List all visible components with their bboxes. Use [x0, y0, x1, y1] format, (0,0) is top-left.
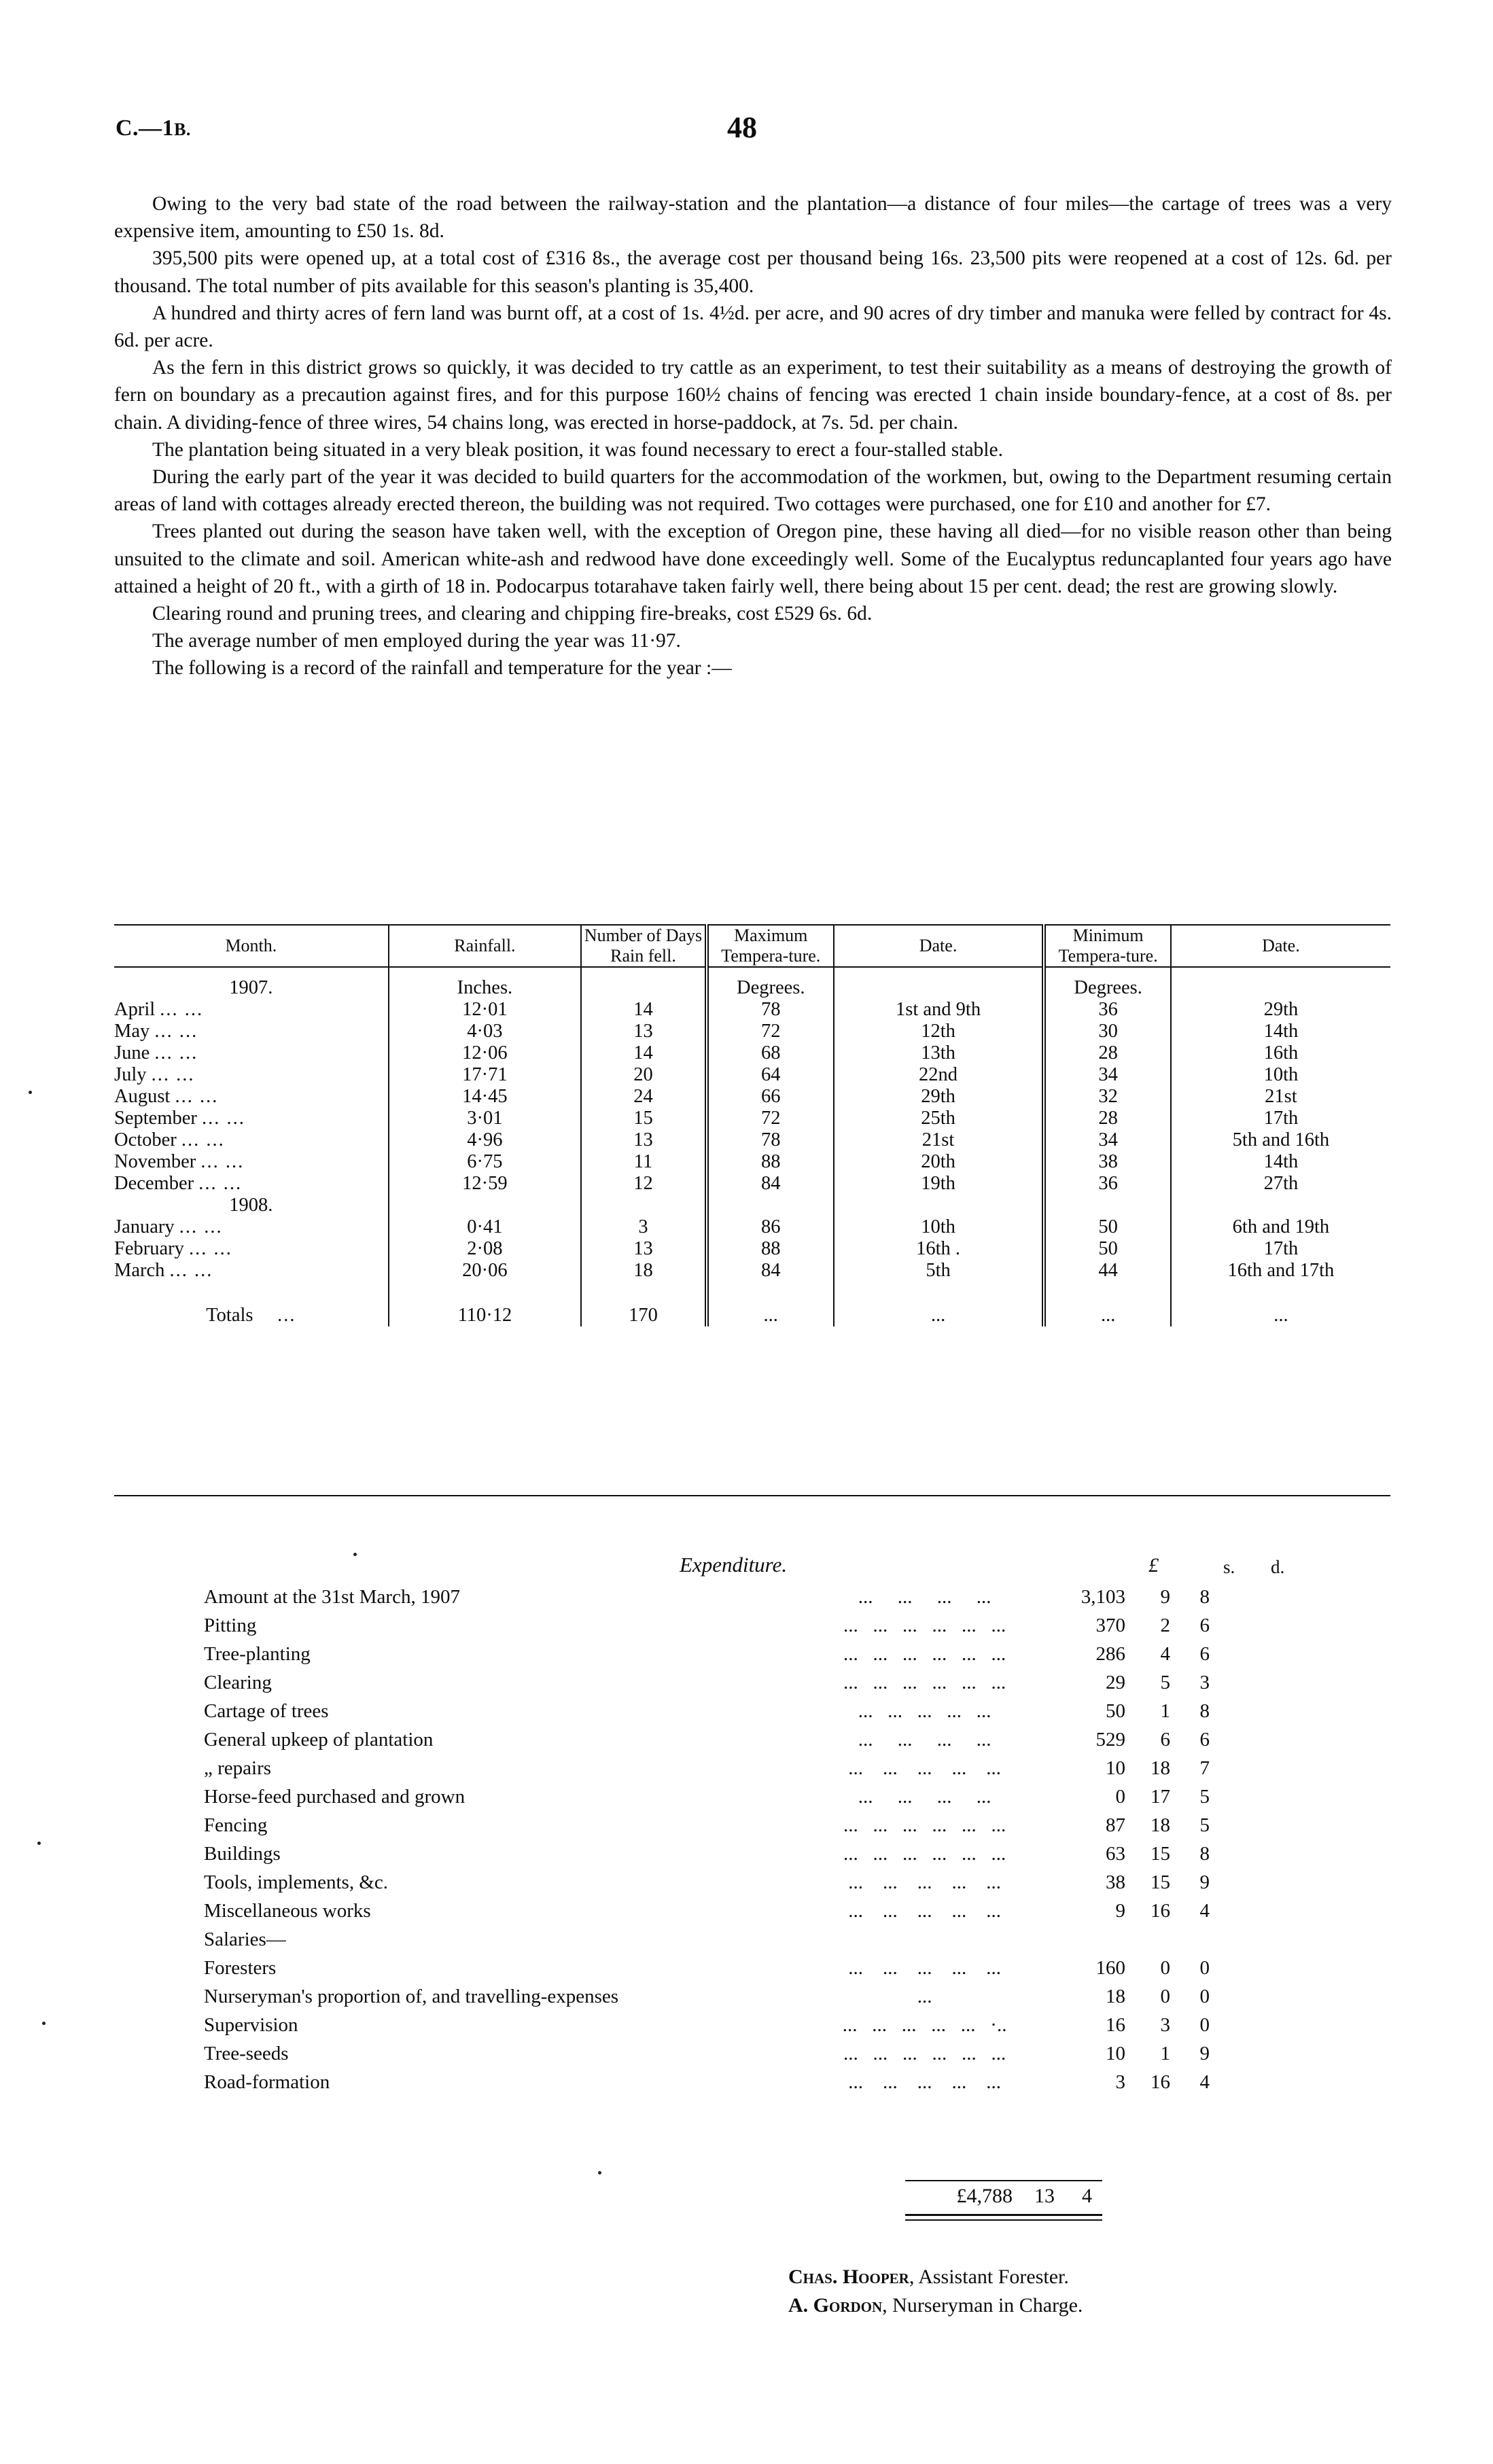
expenditure-label: Salaries— [204, 1929, 286, 1950]
leader-dots: ... ... ... ... ... ... [843, 1843, 1006, 1865]
col-header-rainfall: Rainfall. [389, 925, 581, 967]
amount-pence: 5 [1199, 1786, 1210, 1808]
min-date-value: 6th and 19th [1171, 1216, 1390, 1238]
expenditure-row [204, 1840, 1210, 1868]
paragraph: 395,500 pits were opened up, at a total cost of £316 8s., the average cost per thousand being 16s. 23,500 pits were reopened at a cost of 12s. 6d. per thousand. The total number of pits available for this season's planting is 35,400. [114, 247, 1392, 297]
amount-shillings: 18 [1151, 1814, 1170, 1836]
month-label: July [114, 1064, 147, 1085]
amount-shillings: 1 [1160, 1700, 1170, 1722]
max-date-value: 12th [834, 1021, 1044, 1042]
paragraph: A hundred and thirty acres of fern land was burnt off, at a cost of 1s. 4½d. per acre, and 90 acres of dry timber and manuka were felled by contract for 4s. 6d. per acre. [114, 302, 1392, 352]
spacer-cell [1171, 1195, 1390, 1216]
table-row [114, 1021, 1390, 1042]
amount-shillings: 0 [1160, 1986, 1170, 2007]
paragraph: The following is a record of the rainfall and temperature for the year :— [152, 657, 732, 680]
month-label: August [114, 1086, 171, 1107]
max-date-value: 21st [834, 1129, 1044, 1151]
total-shillings: 13 [1034, 2185, 1055, 2207]
expenditure-label: Pitting [204, 1615, 257, 1636]
leader-dots [805, 1925, 1044, 1954]
max-temp-value: 84 [707, 1260, 834, 1282]
table-row [114, 1238, 1390, 1260]
min-temp-value: 38 [1044, 1151, 1170, 1173]
page-header [116, 111, 1393, 156]
year-label: 1908. [229, 1195, 273, 1216]
amount-shillings: 5 [1160, 1672, 1170, 1693]
table-row [114, 1216, 1390, 1238]
spacer-cell [389, 1195, 581, 1216]
leader-dots: ... ... [179, 1216, 223, 1237]
amount-pence: 4 [1199, 1900, 1210, 1922]
amount-pence: 6 [1199, 1615, 1210, 1636]
expenditure-label: Fencing [204, 1814, 268, 1836]
max-date-value: 1st and 9th [834, 999, 1044, 1021]
leader-dots: ... ... [200, 1151, 245, 1172]
expenditure-row [204, 1982, 1210, 2011]
amount-pounds: 18 [1106, 1986, 1125, 2007]
paragraph: Trees planted out during the season have taken well, with the exception of Oregon pine, these having all died—for no visible reason other than being unsuited to the climate and soil. American white-ash and redwood have done exceedingly well. Some of the Eucalyptus reduncaplanted four years ago have attained a height of 20 ft., with a girth of 18 in. Podocarpus totarahave taken fairly well, there being about 15 per cent. dead; the rest are growing slowly. [114, 521, 1392, 597]
expenditure-label: General upkeep of plantation [204, 1729, 434, 1750]
amount-pence: 7 [1199, 1757, 1210, 1779]
amount-pence: 8 [1199, 1586, 1210, 1608]
expenditure-row [204, 1782, 1210, 1811]
table-row [114, 1086, 1390, 1108]
leader-dots: ... ... [160, 999, 204, 1020]
leader-dots: ... ... ... ... [858, 1729, 991, 1750]
table-row [114, 1260, 1390, 1282]
min-date-value: 17th [1171, 1108, 1390, 1129]
max-date-value: 20th [834, 1151, 1044, 1173]
totals-max-date: ... [834, 1282, 1044, 1326]
leader-dots: ... ... ... ... ... [848, 1957, 1002, 1979]
expenditure-row [204, 1697, 1210, 1725]
max-temp-value: 78 [707, 999, 834, 1021]
max-date-value: 10th [834, 1216, 1044, 1238]
paragraph: Clearing round and pruning trees, and clearing and chipping fire-breaks, cost £529 6s. 6d. [152, 603, 873, 625]
month-label: March [114, 1260, 165, 1281]
rainfall-value: 12·59 [389, 1173, 581, 1195]
col-header-days: Number of Days Rain fell. [581, 925, 707, 967]
signature-line [788, 2263, 1083, 2291]
print-speck [37, 1842, 41, 1845]
leader-dots: ... ... [181, 1129, 225, 1150]
expenditure-row [204, 2039, 1210, 2068]
rainfall-value: 3·01 [389, 1108, 581, 1129]
month-label: April [114, 999, 156, 1020]
max-date-value: 25th [834, 1108, 1044, 1129]
min-temp-value: 36 [1044, 1173, 1170, 1195]
amount-pounds: 3,103 [1081, 1586, 1125, 1608]
leader-dots: ... [277, 1305, 296, 1326]
amount-pence: 8 [1199, 1700, 1210, 1722]
amount-pence: 5 [1199, 1814, 1210, 1836]
amount-pence: 0 [1199, 2014, 1210, 2036]
days-value: 3 [581, 1216, 707, 1238]
totals-min: ... [1044, 1282, 1170, 1326]
amount-pounds: 370 [1095, 1615, 1125, 1636]
unit-degrees-max: Degrees. [707, 967, 834, 999]
max-date-value: 19th [834, 1173, 1044, 1195]
days-value: 20 [581, 1064, 707, 1086]
expenditure-row [204, 1640, 1210, 1668]
days-value: 13 [581, 1238, 707, 1260]
days-value: 14 [581, 1042, 707, 1064]
amount-pounds: 10 [1106, 1757, 1125, 1779]
max-temp-value: 64 [707, 1064, 834, 1086]
amount-pence: 3 [1199, 1672, 1210, 1693]
table-header-row [114, 925, 1390, 967]
leader-dots: ... ... [154, 1021, 198, 1042]
leader-dots: ... ... [202, 1108, 245, 1129]
spacer-cell [834, 967, 1044, 999]
month-label: November [114, 1151, 196, 1172]
max-temp-value: 72 [707, 1108, 834, 1129]
total-rule-bottom-thick [905, 2214, 1102, 2216]
document-code-main: C.—1 [116, 116, 175, 141]
paragraph: As the fern in this district grows so quickly, it was decided to try cattle as an experiment, to test their suitability as a means of destroying the growth of fern on boundary as a precaution against fires, and for this purpose 160½ chains of fencing was erected 1 chain inside boundary-fence, at a cost of 8s. per chain. A dividing-fence of three wires, 54 chains long, was erected in horse-paddock, at 7s. 5d. per chain. [114, 357, 1392, 434]
table-row [114, 1151, 1390, 1173]
days-value: 15 [581, 1108, 707, 1129]
leader-dots: ... ... ... ... ... [848, 2071, 1002, 2093]
leader-dots: ... ... ... ... ... ·.. [842, 2014, 1007, 2036]
table-row [114, 999, 1390, 1021]
leader-dots: ... [917, 1986, 932, 2007]
table-totals-row [114, 1282, 1390, 1326]
paragraph: The plantation being situated in a very bleak position, it was found necessary to erect a four-stalled stable. [152, 438, 1003, 461]
expenditure-label: Nurseryman's proportion of, and travelling-expenses [204, 1986, 619, 2007]
expenditure-row [204, 1754, 1210, 1782]
amount-pence: 4 [1199, 2071, 1210, 2093]
unit-degrees-min: Degrees. [1044, 967, 1170, 999]
amount-pounds: 63 [1106, 1843, 1125, 1865]
expenditure-row [204, 1925, 1210, 1954]
rainfall-value: 17·71 [389, 1064, 581, 1086]
days-value: 18 [581, 1260, 707, 1282]
rainfall-temperature-table [114, 924, 1390, 1326]
leader-dots: ... ... ... ... ... [848, 1871, 1002, 1893]
amount-shillings: 2 [1160, 1615, 1170, 1636]
min-date-value: 29th [1171, 999, 1390, 1021]
col-header-min-date: Date. [1171, 925, 1390, 967]
leader-dots: ... ... ... ... ... ... [843, 1643, 1006, 1665]
rainfall-value: 4·03 [389, 1021, 581, 1042]
amount-shillings: 18 [1151, 1757, 1170, 1779]
expenditure-row [204, 1611, 1210, 1640]
max-temp-value: 66 [707, 1086, 834, 1108]
print-speck [353, 1553, 357, 1556]
spacer-cell [707, 1195, 834, 1216]
amount-pence: 0 [1199, 1957, 1210, 1979]
amount-pounds: 0 [1115, 1786, 1125, 1808]
signatory-name: A. Gordon [788, 2294, 883, 2317]
amount-pounds: 87 [1106, 1814, 1125, 1836]
unit-inches: Inches. [389, 967, 581, 999]
amount-pounds: 160 [1095, 1957, 1125, 1979]
expenditure-label: Foresters [204, 1957, 277, 1979]
leader-dots: ... ... ... ... ... [858, 1700, 991, 1722]
expenditure-body [204, 1583, 1210, 2096]
print-speck [29, 1091, 32, 1094]
expenditure-row [204, 1868, 1210, 1897]
rainfall-value: 20·06 [389, 1260, 581, 1282]
max-date-value: 22nd [834, 1064, 1044, 1086]
totals-rainfall: 110·12 [389, 1282, 581, 1326]
paragraph: Owing to the very bad state of the road between the railway-station and the plantation—a distance of four miles—the cartage of trees was a very expensive item, amounting to £50 1s. 8d. [114, 193, 1392, 243]
expenditure-label: Horse-feed purchased and grown [204, 1786, 466, 1808]
days-value: 11 [581, 1151, 707, 1173]
column-header-shillings: s. [1223, 1557, 1235, 1577]
spacer-cell [1171, 967, 1390, 999]
month-label: May [114, 1021, 150, 1042]
expenditure-row [204, 1954, 1210, 1982]
total-rule-bottom-thin [905, 2219, 1102, 2221]
amount-shillings: 3 [1160, 2014, 1170, 2036]
min-temp-value: 36 [1044, 999, 1170, 1021]
leader-dots: ... ... [175, 1086, 219, 1107]
expenditure-title: Expenditure. [680, 1553, 788, 1577]
signature-line [788, 2291, 1083, 2320]
expenditure-label: Cartage of trees [204, 1700, 329, 1722]
expenditure-label: „ repairs [204, 1757, 272, 1779]
leader-dots: ... ... [169, 1260, 213, 1281]
column-header-pence: d. [1271, 1557, 1285, 1577]
expenditure-row [204, 1668, 1210, 1697]
min-temp-value: 50 [1044, 1216, 1170, 1238]
table-year-row [114, 967, 1390, 999]
leader-dots: ... ... [189, 1238, 232, 1259]
year-label: 1907. [229, 977, 273, 998]
expenditure-label: Clearing [204, 1672, 272, 1693]
amount-pounds: 10 [1106, 2043, 1125, 2064]
amount-shillings: 4 [1160, 1643, 1170, 1665]
expenditure-row [204, 1897, 1210, 1925]
days-value: 14 [581, 999, 707, 1021]
amount-shillings: 6 [1160, 1729, 1170, 1750]
max-date-value: 13th [834, 1042, 1044, 1064]
days-value: 13 [581, 1021, 707, 1042]
min-temp-value: 28 [1044, 1042, 1170, 1064]
min-temp-value: 44 [1044, 1260, 1170, 1282]
min-date-value: 14th [1171, 1021, 1390, 1042]
table-head [114, 925, 1390, 967]
amount-shillings: 0 [1160, 1957, 1170, 1979]
expenditure-label: Amount at the 31st March, 1907 [204, 1586, 460, 1608]
amount-pence: 6 [1199, 1729, 1210, 1750]
col-header-month: Month. [114, 925, 389, 967]
rainfall-value: 4·96 [389, 1129, 581, 1151]
amount-shillings [1129, 1925, 1173, 1954]
max-temp-value: 86 [707, 1216, 834, 1238]
expenditure-label: Road-formation [204, 2071, 330, 2093]
table-year-row [114, 1195, 1390, 1216]
expenditure-row [204, 1583, 1210, 1611]
totals-min-date: ... [1171, 1282, 1390, 1326]
max-date-value: 5th [834, 1260, 1044, 1282]
min-temp-value: 50 [1044, 1238, 1170, 1260]
totals-days: 170 [581, 1282, 707, 1326]
min-date-value: 14th [1171, 1151, 1390, 1173]
amount-shillings: 1 [1160, 2043, 1170, 2064]
signatory-name: Chas. Hooper [788, 2266, 909, 2288]
total-pounds: £4,788 [956, 2185, 1013, 2207]
table-bottom-rule [114, 1495, 1390, 1496]
spacer-cell [834, 1195, 1044, 1216]
leader-dots: ... ... [198, 1173, 243, 1194]
signatory-role: , Assistant Forester. [909, 2266, 1069, 2288]
column-header-pounds: £ [1148, 1554, 1159, 1577]
min-date-value: 21st [1171, 1086, 1390, 1108]
leader-dots: ... ... ... ... ... ... [843, 2043, 1006, 2064]
leader-dots: ... ... [154, 1042, 198, 1063]
amount-shillings: 16 [1151, 2071, 1170, 2093]
expenditure-row [204, 2068, 1210, 2096]
expenditure-table [204, 1583, 1210, 2096]
signatory-role: , Nurseryman in Charge. [882, 2294, 1083, 2317]
amount-pence: 0 [1199, 1986, 1210, 2007]
rainfall-value: 0·41 [389, 1216, 581, 1238]
min-date-value: 27th [1171, 1173, 1390, 1195]
amount-pounds: 286 [1095, 1643, 1125, 1665]
amount-pence: 9 [1199, 1871, 1210, 1893]
min-date-value: 5th and 16th [1171, 1129, 1390, 1151]
min-temp-value: 34 [1044, 1129, 1170, 1151]
leader-dots: ... ... ... ... ... [848, 1757, 1002, 1779]
amount-pence: 8 [1199, 1843, 1210, 1865]
table-row [114, 1108, 1390, 1129]
min-date-value: 16th [1171, 1042, 1390, 1064]
month-label: January [114, 1216, 175, 1237]
expenditure-total [911, 2185, 1101, 2208]
table-row [114, 1129, 1390, 1151]
min-temp-value: 30 [1044, 1021, 1170, 1042]
expenditure-label: Buildings [204, 1843, 281, 1865]
paragraph: The average number of men employed during the year was 11·97. [152, 630, 681, 652]
max-temp-value: 72 [707, 1021, 834, 1042]
expenditure-label: Supervision [204, 2014, 298, 2036]
rainfall-value: 6·75 [389, 1151, 581, 1173]
rainfall-value: 12·01 [389, 999, 581, 1021]
month-label: October [114, 1129, 177, 1150]
expenditure-label: Miscellaneous works [204, 1900, 371, 1922]
rainfall-value: 14·45 [389, 1086, 581, 1108]
amount-pounds: 529 [1095, 1729, 1125, 1750]
amount-pence: 9 [1199, 2043, 1210, 2064]
amount-pounds: 29 [1106, 1672, 1125, 1693]
amount-shillings: 15 [1151, 1871, 1170, 1893]
month-label: February [114, 1238, 184, 1259]
leader-dots: ... ... ... ... ... [848, 1900, 1002, 1922]
amount-pence: 6 [1199, 1643, 1210, 1665]
min-date-value: 16th and 17th [1171, 1260, 1390, 1282]
table-body [114, 967, 1390, 1326]
min-temp-value: 34 [1044, 1064, 1170, 1086]
expenditure-label: Tools, implements, &c. [204, 1871, 389, 1893]
amount-pounds: 16 [1106, 2014, 1125, 2036]
expenditure-row [204, 2011, 1210, 2039]
totals-max: ... [707, 1282, 834, 1326]
col-header-max-date: Date. [834, 925, 1044, 967]
print-speck [598, 2171, 601, 2175]
spacer-cell [1044, 1195, 1170, 1216]
rainfall-value: 12·06 [389, 1042, 581, 1064]
amount-pounds: 50 [1106, 1700, 1125, 1722]
amount-pounds: 9 [1115, 1900, 1125, 1922]
print-speck [42, 2022, 46, 2025]
amount-shillings: 15 [1151, 1843, 1170, 1865]
table-row [114, 1173, 1390, 1195]
leader-dots: ... ... ... ... [858, 1586, 991, 1608]
spacer-cell [581, 967, 707, 999]
table-row [114, 1064, 1390, 1086]
month-label: June [114, 1042, 150, 1063]
total-pence: 4 [1082, 2185, 1092, 2207]
amount-pence [1173, 1925, 1210, 1954]
max-temp-value: 88 [707, 1238, 834, 1260]
expenditure-label: Tree-seeds [204, 2043, 289, 2064]
amount-pounds [1044, 1925, 1129, 1954]
max-date-value: 29th [834, 1086, 1044, 1108]
amount-pounds: 38 [1106, 1871, 1125, 1893]
month-label: December [114, 1173, 194, 1194]
total-rule-top [905, 2180, 1102, 2181]
min-date-value: 10th [1171, 1064, 1390, 1086]
leader-dots: ... ... [151, 1064, 195, 1085]
leader-dots: ... ... ... ... ... ... [843, 1615, 1006, 1636]
expenditure-label: Tree-planting [204, 1643, 311, 1665]
col-header-max-temp: Maximum Tempera-ture. [707, 925, 834, 967]
month-label: September [114, 1108, 197, 1129]
max-temp-value: 78 [707, 1129, 834, 1151]
leader-dots: ... ... ... ... [858, 1786, 991, 1808]
paragraph: During the early part of the year it was decided to build quarters for the accommodation of the workmen, but, owing to the Department resuming certain areas of land with cottages already erected thereon, the building was not required. Two cottages were purchased, one for £10 and another for £7. [114, 466, 1392, 516]
min-date-value: 17th [1171, 1238, 1390, 1260]
rainfall-value: 2·08 [389, 1238, 581, 1260]
amount-shillings: 9 [1160, 1586, 1170, 1608]
leader-dots: ... ... ... ... ... ... [843, 1814, 1006, 1836]
amount-pounds: 3 [1115, 2071, 1125, 2093]
amount-shillings: 16 [1151, 1900, 1170, 1922]
days-value: 12 [581, 1173, 707, 1195]
max-temp-value: 84 [707, 1173, 834, 1195]
totals-label: Totals [206, 1305, 253, 1326]
max-temp-value: 88 [707, 1151, 834, 1173]
spacer-cell [581, 1195, 707, 1216]
col-header-min-temp: Minimum Tempera-ture. [1044, 925, 1170, 967]
table-row [114, 1042, 1390, 1064]
days-value: 24 [581, 1086, 707, 1108]
page-number: 48 [727, 111, 757, 144]
signature-block [788, 2263, 1083, 2320]
max-temp-value: 68 [707, 1042, 834, 1064]
max-date-value: 16th . [834, 1238, 1044, 1260]
expenditure-row [204, 1725, 1210, 1754]
min-temp-value: 28 [1044, 1108, 1170, 1129]
expenditure-row [204, 1811, 1210, 1840]
body-text [114, 190, 1392, 682]
days-value: 13 [581, 1129, 707, 1151]
document-code-sub: B. [174, 120, 191, 139]
leader-dots: ... ... ... ... ... ... [843, 1672, 1006, 1693]
amount-shillings: 17 [1151, 1786, 1170, 1808]
document-code [116, 116, 191, 141]
min-temp-value: 32 [1044, 1086, 1170, 1108]
